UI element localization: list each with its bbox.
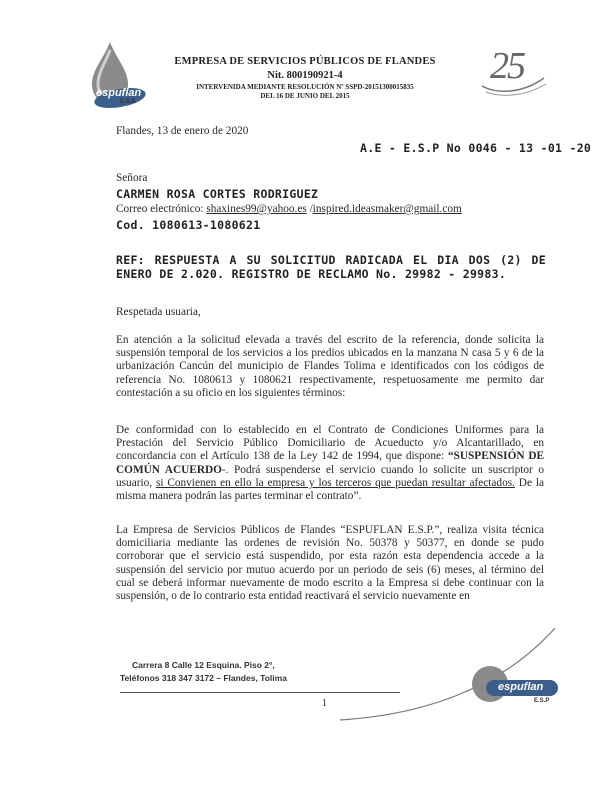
paragraph-2-heading: “SUSPENSIÓN DE COMÚN ACUERDO <box>116 450 545 476</box>
email-label: Correo electrónico: <box>116 203 207 215</box>
city-date: Flandes, 13 de enero de 2020 <box>116 125 249 137</box>
company-name: EMPRESA DE SERVICIOS PÚBLICOS DE FLANDES <box>174 56 436 67</box>
paragraph-2-middle: -. Podrá suspenderse el servicio cuando lo solicite un suscriptor o usuario, <box>116 463 544 489</box>
paragraph-2-intro: De conformidad con lo establecido en el Contrato de Condiciones Uniformes para la Prestación del Servicio Público Domiciliario de Acueducto y/o Alcantarillado, en concordancia con el Artículo 138 de la Ley 142 de 1994, que dispone: <box>116 424 544 463</box>
email-line <box>116 203 462 216</box>
company-logo <box>80 40 160 110</box>
paragraph-2-underlined: si Convienen en ello la empresa y los terceros que puedan resultar afectados. <box>155 476 515 489</box>
email-link-1[interactable]: shaxines99@yahoo.es <box>206 203 307 215</box>
customer-codes: Cod. 1080613-1080621 <box>116 218 261 232</box>
footer-logo-subtext: E.S.P <box>534 698 550 704</box>
logo-subtext: E.S.P. <box>120 99 137 105</box>
anniversary-logo <box>478 42 550 100</box>
paragraph-1: En atención a la solicitud elevada a través del escrito de la referencia, donde solicita la suspensión temporal de los servicios a los predios ubicados en la manzana N casa 5 y 6 de la urbanización Cancún del municipio de Flandes Tolima e identificados con los códigos de referencia No. 1080613 y 1080621 respectivamente, respetuosamente me permito dar contestación a su oficio en los siguientes términos: <box>116 334 544 399</box>
footer-address: Carrera 8 Calle 12 Esquina. Piso 2°, <box>132 660 275 670</box>
salutation: Señora <box>116 172 148 184</box>
email-link-2[interactable]: inspired.ideasmaker@gmail.com <box>312 203 462 215</box>
company-nit: Nit. 800190921-4 <box>267 70 343 81</box>
reference-subject: REF: RESPUESTA A SU SOLICITUD RADICADA EL DIA DOS (2) DE ENERO DE 2.020. REGISTRO DE RECLAMO No. 29982 - 29983. <box>116 253 546 281</box>
paragraph-2 <box>116 424 544 503</box>
footer-phones: Teléfonos 318 347 3172 – Flandes, Tolima <box>120 673 287 683</box>
reference-code: A.E - E.S.P No 0046 - 13 -01 -20 <box>360 141 592 155</box>
footer-logo <box>468 662 568 710</box>
recipient-name: CARMEN ROSA CORTES RODRIGUEZ <box>116 187 319 201</box>
resolution-line: INTERVENIDA MEDIANTE RESOLUCIÓN Nº SSPD-20151300015835 <box>196 83 414 91</box>
anniversary-number: 25 <box>490 45 524 87</box>
paragraph-3: La Empresa de Servicios Públicos de Flandes “ESPUFLAN E.S.P.”, realiza visita técnica domiciliaria mediante las ordenes de revisión No. 50378 y 50377, en donde se pudo corroborar que el servicio está suspendido, por esta razón esta dependencia accede a la suspensión del servicio por mutuo acuerdo por un periodo de seis (6) meses, al término del cual se deberá informar nuevamente de modo escrito a la Empresa si debe continuar con la suspensión, o de lo contrario esta entidad reactivará el servicio nuevamente en <box>116 524 544 603</box>
footer-logo-text: espuflan <box>498 681 544 693</box>
resolution-date: DEL 16 DE JUNIO DEL 2015 <box>260 92 350 100</box>
logo-text: espuflan <box>96 87 142 99</box>
email-separator: / <box>306 203 313 215</box>
greeting: Respetada usuaria, <box>116 306 201 318</box>
paragraph-2-end: De la misma manera podrán las partes terminar el contrato”. <box>116 476 544 503</box>
page-number: 1 <box>322 698 327 709</box>
